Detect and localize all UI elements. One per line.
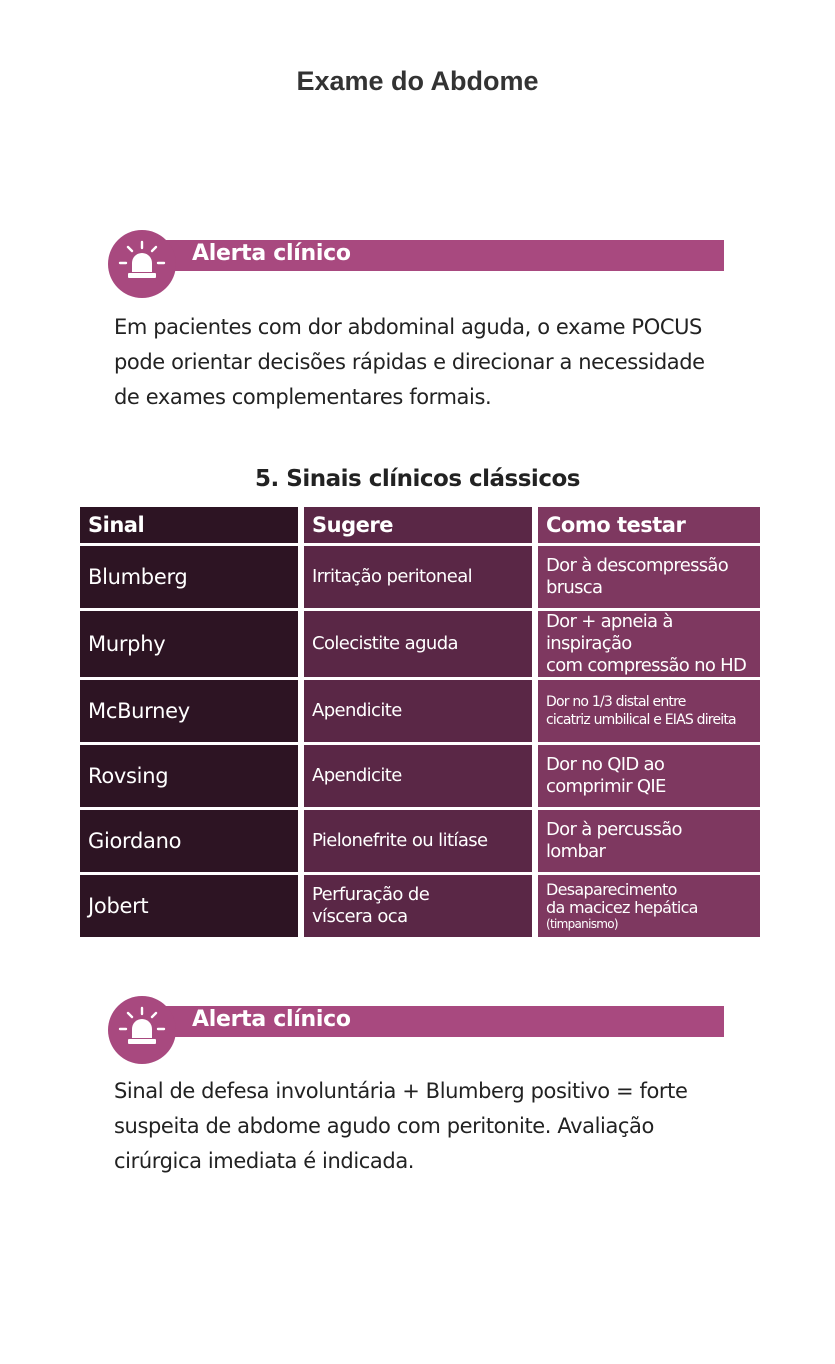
cell-como-testar: Dor à descompressão brusca: [538, 546, 760, 608]
cell-sinal: Rovsing: [80, 745, 298, 807]
cell-sinal: Murphy: [80, 611, 298, 677]
cell-sugere: Perfuração de víscera oca: [304, 875, 532, 937]
siren-icon: [108, 230, 176, 298]
cell-como-testar: Dor + apneia à inspiração com compressão no HD: [538, 611, 760, 677]
alert-body: [114, 310, 734, 415]
table-row: [80, 810, 760, 872]
cell-como-testar: Desaparecimento da macicez hepática (timpanismo): [538, 875, 760, 937]
page-title: Exame do Abdome: [296, 66, 539, 96]
cell-sugere: Irritação peritoneal: [304, 546, 532, 608]
cell-como-testar: Dor no QID ao comprimir QIE: [538, 745, 760, 807]
alert-line: pode orientar decisões rápidas e direcionar a necessidade: [114, 350, 705, 374]
cell-sinal: McBurney: [80, 680, 298, 742]
cell-sugere: Colecistite aguda: [304, 611, 532, 677]
alert-line: Sinal de defesa involuntária + Blumberg positivo = forte: [114, 1079, 688, 1103]
cell-sugere: Pielonefrite ou litíase: [304, 810, 532, 872]
table-row: [80, 611, 760, 677]
cell-sinal: Blumberg: [80, 546, 298, 608]
clinical-alert-2: [108, 996, 728, 1186]
cell-sinal: Giordano: [80, 810, 298, 872]
alert-line: de exames complementares formais.: [114, 385, 492, 409]
table-row: [80, 680, 760, 742]
header-como-testar: Como testar: [538, 507, 760, 543]
cell-sugere: Apendicite: [304, 745, 532, 807]
header-sinal: Sinal: [80, 507, 298, 543]
cell-como-testar: Dor no 1/3 distal entre cicatriz umbilical e EIAS direita: [538, 680, 760, 742]
alert-title: Alerta clínico: [192, 1007, 351, 1032]
alert-line: cirúrgica imediata é indicada.: [114, 1149, 415, 1173]
clinical-alert-1: [108, 230, 728, 410]
signs-table: [74, 504, 766, 940]
cell-como-testar: Dor à percussão lombar: [538, 810, 760, 872]
table-header-row: [80, 507, 760, 543]
cell-sinal: Jobert: [80, 875, 298, 937]
alert-line: suspeita de abdome agudo com peritonite. Avaliação: [114, 1114, 654, 1138]
table-row: [80, 546, 760, 608]
alert-line: Em pacientes com dor abdominal aguda, o exame POCUS: [114, 315, 702, 339]
table-row: [80, 875, 760, 937]
alert-body: [114, 1074, 734, 1179]
siren-icon: [108, 996, 176, 1064]
table-title: 5. Sinais clínicos clássicos: [255, 466, 580, 492]
alert-title: Alerta clínico: [192, 241, 351, 266]
cell-sugere: Apendicite: [304, 680, 532, 742]
table-row: [80, 745, 760, 807]
header-sugere: Sugere: [304, 507, 532, 543]
